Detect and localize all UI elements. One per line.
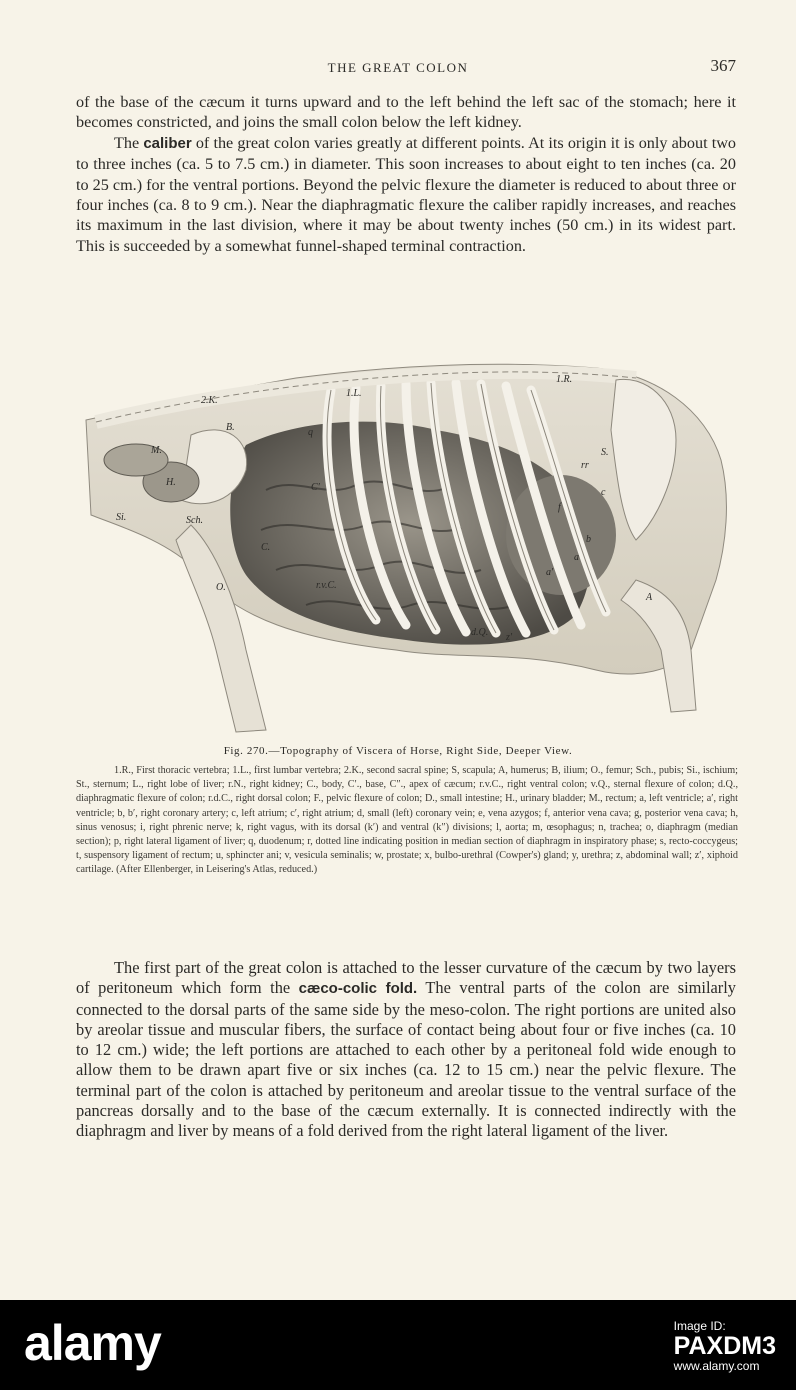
alamy-logo: alamy [24, 1315, 161, 1371]
label-q: q [308, 427, 313, 438]
label-a-prime: a′ [546, 567, 554, 578]
label-ilium: B. [226, 422, 235, 433]
paragraph [76, 133, 736, 256]
stock-watermark-bar [0, 1300, 796, 1390]
label-caecum-body: C. [261, 542, 271, 553]
label-colon-rvc: r.v.C. [316, 580, 337, 591]
page-number: 367 [710, 56, 736, 75]
bold-term: cæco-colic fold. [298, 980, 418, 998]
image-id-block [674, 1316, 776, 1376]
label-caecum-base: C′ [311, 482, 320, 493]
label-scapula: S. [601, 447, 609, 458]
text-run: The ventral parts of the colon are similarly connected to the dorsal parts of the same side by the meso-colon. The right portions are united also by areolar tissue and muscular fibers, the surface of contact being about four or five inches (ca. 10 to 12 cm.) wide; the left portions are attached to each other by a peritoneal fold wide enough to allow them to be drawn apart five or six inches (ca. 12 to 15 cm.) near the pelvic flexure. The terminal part of the colon is attached by peritoneum and areolar tissue to the ventral surface of the pancreas dorsally and to the base of the cæcum externally. It is connected indirectly with the diaphragm and liver by means of a fold derived from the right lateral ligament of the liver. [76, 978, 737, 1141]
paragraph [76, 958, 736, 1142]
label-c: c [601, 487, 606, 498]
body-text-bottom [76, 958, 736, 1142]
watermark-url: www.alamy.com [673, 1359, 760, 1373]
label-femur: O. [216, 582, 226, 593]
image-id-label: Image ID: [673, 1319, 726, 1333]
figure-title: Fig. 270.—Topography of Viscera of Horse, Right Side, Deeper View. [223, 745, 573, 757]
bold-term: caliber [143, 134, 192, 152]
label-humerus: A [646, 592, 653, 603]
anatomical-illustration [76, 350, 736, 735]
label-sacral: 2.K. [201, 395, 218, 406]
label-dq: d.Q. [471, 627, 489, 638]
label-a: a [574, 552, 579, 563]
text-run: The first part of the great colon is attached to the lesser curvature of the cæcum by two layers of peritoneum which form the [76, 958, 736, 998]
label-rr: rr [581, 460, 589, 471]
figure-caption: 1.R., First thoracic vertebra; 1.L., first lumbar vertebra; 2.K., second sacral spine; S, scapula; A, humerus; B, ilium; O., femur; Sch., pubis; Si., ischium; St., sternum; L., right lobe of liver; r.N., right kidney; C., body, C′., base, C″., apex of cæcum; r.v.C., right ventral colon; v.Q., sternal flexure of colon; d.Q., diaphragmatic flexure of colon; r.d.C., right dorsal colon; F., pelvic flexure of colon; D., small intestine; H., urinary bladder; M., rectum; a, left ventricle; a′, right ventricle; b, b′, right coronary artery; c, left atrium; c′, right atrium; d, small (left) coronary vein; e, vena azygos; f, anterior vena cava; g, posterior vena cava; h, sinus venosus; i, right phrenic nerve; k, right vagus, with its dorsal (k′) and ventral (k″) divisions; l, aorta; m, œsophagus; n, trachea; o, diaphragm (median section); p, right lateral ligament of liver; q, duodenum; r, dotted line indicating position in median section of diaphragm in inspiratory phase; s, recto-coccygeus; t, suspensory ligament of rectum; u, sphincter ani; v, vesicula seminalis; w, prostate; x, bulbo-urethral (Cowper's) gland; y, urethra; z, abdominal wall; z′, xiphoid cartilage. (After Ellenberger, in Leisering's Atlas, reduced.) [76, 765, 738, 876]
image-id: PAXDM3 [673, 1332, 776, 1360]
label-thoracic: 1.R. [556, 374, 573, 385]
text-run: of the great colon varies greatly at different points. At its origin it is only about two to three inches (ca. 5 to 7.5 cm.) in diameter. This soon increases to about eight to ten inches (ca. 20 to 25 cm.) for the ventral portions. Beyond the pelvic flexure the diameter is reduced to about three or four inches (ca. 8 to 9 cm.). Near the diaphragmatic flexure the caliber rapidly increases, and reaches its maximum in the last division, where it may be about twenty inches (50 cm.) in its widest part. This is succeeded by a somewhat funnel-shaped terminal contraction. [76, 133, 736, 255]
text-run: The [114, 133, 144, 152]
label-ischium: Si. [116, 512, 127, 523]
label-pubis: Sch. [186, 515, 203, 526]
label-rectum: M. [151, 445, 162, 456]
label-bladder: H. [166, 477, 176, 488]
label-b: b [586, 534, 591, 545]
running-head: THE GREAT COLON [327, 60, 469, 75]
body-text-top [76, 92, 736, 256]
paragraph: of the base of the cæcum it turns upward and to the left behind the left sac of the stomach; here it becomes constricted, and joins the small colon below the left kidney. [76, 93, 736, 132]
label-lumbar: 1.L. [346, 388, 362, 399]
label-z: z′ [506, 632, 513, 643]
label-f: f [558, 502, 561, 513]
